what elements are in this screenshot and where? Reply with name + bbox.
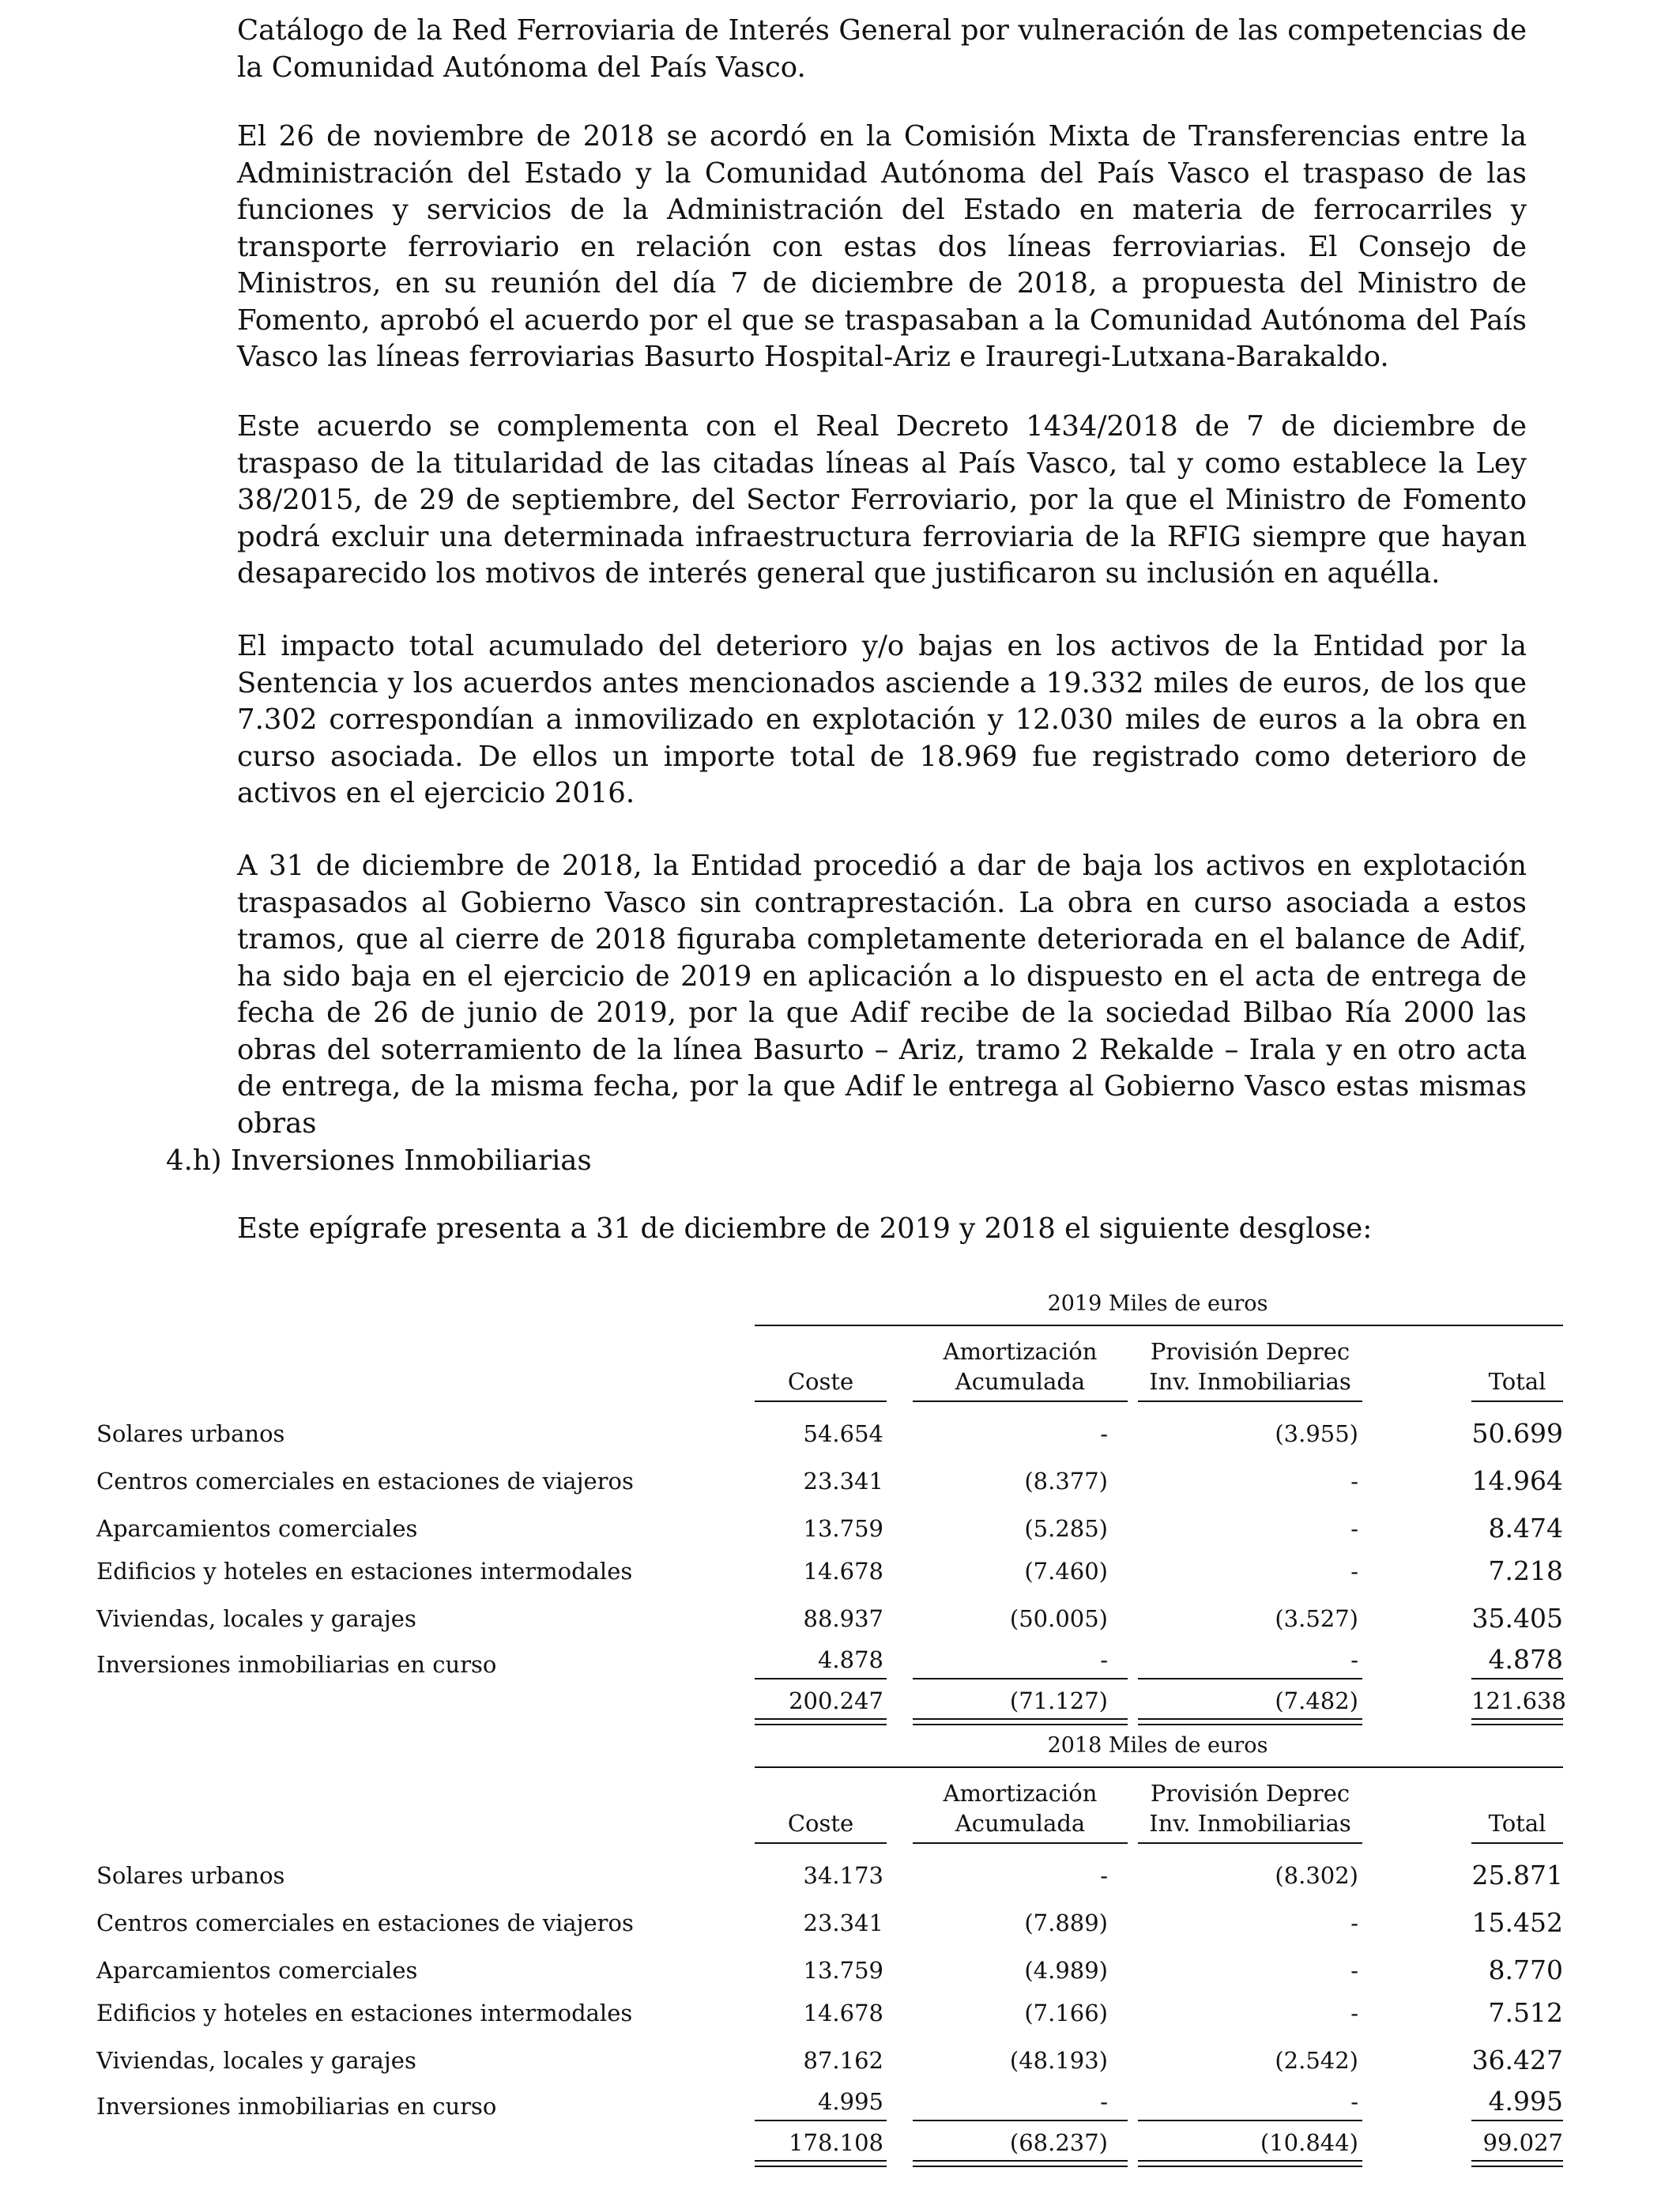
total-double-rule (913, 1718, 1128, 1725)
cell-prov: - (1350, 2000, 1358, 2026)
cell-cost: 13.759 (803, 1957, 883, 1984)
row-label: Aparcamientos comerciales (96, 1957, 418, 1984)
paragraph-4: El impacto total acumulado del deterioro y/o bajas en los activos de la Entidad por la Sentencia y los acuerdos antes mencionados asciende a 19.332 miles de euros, de los que 7.302 correspondían a inmovilizado en explotación y 12.030 miles de euros a la obra en curso asociada. De ellos un importe total de 18.969 fue registrado como deterioro de activos en el ejercicio 2016. (237, 630, 1527, 809)
cell-cost: 14.678 (803, 2000, 883, 2026)
cell-amort: - (1100, 2088, 1108, 2115)
header-cost: Coste (787, 1368, 854, 1395)
table-caption: 2019 Miles de euros (1047, 1291, 1268, 1316)
cell-cost: 54.654 (803, 1420, 883, 1447)
header-rule (755, 1400, 887, 1402)
paragraph-1: Catálogo de la Red Ferroviaria de Interés General por vulneración de las competencias de la Comunidad Autónoma del País Vasco. (237, 14, 1527, 84)
total-total: 121.638 (1471, 1687, 1566, 1714)
cell-total: 8.474 (1488, 1513, 1563, 1544)
row-label: Solares urbanos (96, 1862, 285, 1889)
header-total: Total (1488, 1810, 1546, 1837)
cell-prov: (2.542) (1275, 2047, 1358, 2074)
header-amort-line2: Acumulada (955, 1368, 1086, 1395)
table-row (0, 1860, 1680, 1891)
cell-total: 50.699 (1471, 1418, 1563, 1449)
cell-amort: (50.005) (1009, 1605, 1108, 1632)
cell-amort: (7.166) (1024, 2000, 1108, 2026)
header-prov-line1: Provisión Deprec (1150, 1338, 1350, 1365)
table-total-row (0, 2127, 1680, 2158)
row-label: Solares urbanos (96, 1420, 285, 1447)
cell-total: 15.452 (1471, 1907, 1563, 1938)
cell-amort: (7.460) (1024, 1558, 1108, 1585)
subtotal-rule (1138, 2120, 1362, 2121)
subtotal-rule (755, 2120, 887, 2121)
header-amort-line1: Amortización (943, 1338, 1098, 1365)
total-double-rule (913, 2160, 1128, 2167)
table-caption: 2018 Miles de euros (1047, 1733, 1268, 1758)
row-label: Inversiones inmobiliarias en curso (96, 2093, 497, 2120)
total-double-rule (1138, 1718, 1362, 1725)
row-label: Centros comerciales en estaciones de viajeros (96, 1468, 634, 1495)
total-cost: 178.108 (789, 2129, 883, 2156)
caption-rule (755, 1766, 1563, 1768)
total-prov: (7.482) (1275, 1687, 1358, 1714)
total-double-rule (1471, 2160, 1563, 2167)
subtotal-rule (1138, 1678, 1362, 1679)
header-total: Total (1488, 1368, 1546, 1395)
cell-prov: (3.955) (1275, 1420, 1358, 1447)
cell-cost: 13.759 (803, 1515, 883, 1542)
table-row (0, 1513, 1680, 1544)
table-total-row (0, 1685, 1680, 1717)
cell-prov: - (1350, 2088, 1358, 2115)
total-double-rule (1138, 2160, 1362, 2167)
cell-cost: 23.341 (803, 1468, 883, 1495)
header-rule (1471, 1400, 1563, 1402)
paragraph-2: El 26 de noviembre de 2018 se acordó en la Comisión Mixta de Transferencias entre la Administración del Estado y la Comunidad Autónoma del País Vasco el traspaso de las funciones y servicios de la Administración del Estado en materia de ferrocarriles y transporte ferroviario en relación con estas dos líneas ferroviarias. El Consejo de Ministros, en su reunión del día 7 de diciembre de 2018, a propuesta del Ministro de Fomento, aprobó el acuerdo por el que se traspasaban a la Comunidad Autónoma del País Vasco las líneas ferroviarias Basurto Hospital-Ariz e Irauregi-Lutxana-Barakaldo. (237, 120, 1527, 373)
cell-prov: (3.527) (1275, 1605, 1358, 1632)
cell-amort: - (1100, 1420, 1108, 1447)
cell-total: 14.964 (1471, 1465, 1563, 1496)
table-row (0, 1465, 1680, 1497)
header-prov-line2: Inv. Inmobiliarias (1149, 1810, 1351, 1837)
header-rule (1138, 1400, 1362, 1402)
subtotal-rule (1471, 1678, 1563, 1679)
row-label: Viviendas, locales y garajes (96, 2047, 416, 2074)
cell-cost: 23.341 (803, 1909, 883, 1936)
total-double-rule (755, 1718, 887, 1725)
cell-cost: 88.937 (803, 1605, 883, 1632)
row-label: Edificios y hoteles en estaciones intermodales (96, 2000, 633, 2026)
table-row (0, 1907, 1680, 1939)
table-row (0, 2086, 1680, 2120)
subtotal-rule (913, 1678, 1128, 1679)
header-prov-line1: Provisión Deprec (1150, 1780, 1350, 1807)
table-row (0, 2045, 1680, 2076)
cell-amort: (5.285) (1024, 1515, 1108, 1542)
header-rule (913, 1842, 1128, 1844)
total-double-rule (755, 2160, 887, 2167)
table-row (0, 1644, 1680, 1676)
header-rule (1138, 1842, 1362, 1844)
header-rule (1471, 1842, 1563, 1844)
row-label: Aparcamientos comerciales (96, 1515, 418, 1542)
cell-prov: (8.302) (1275, 1862, 1358, 1889)
header-prov-line2: Inv. Inmobiliarias (1149, 1368, 1351, 1395)
cell-cost: 4.878 (817, 1646, 883, 1673)
cell-total: 4.878 (1488, 1644, 1563, 1675)
cell-amort: (8.377) (1024, 1468, 1108, 1495)
cell-prov: - (1350, 1957, 1358, 1984)
total-amort: (71.127) (1009, 1687, 1108, 1714)
subtotal-rule (1471, 2120, 1563, 2121)
cell-prov: - (1350, 1558, 1358, 1585)
cell-prov: - (1350, 1515, 1358, 1542)
cell-amort: (48.193) (1009, 2047, 1108, 2074)
cell-amort: (7.889) (1024, 1909, 1108, 1936)
row-label: Inversiones inmobiliarias en curso (96, 1651, 497, 1678)
cell-cost: 14.678 (803, 1558, 883, 1585)
cell-total: 7.218 (1488, 1555, 1563, 1586)
table-intro: Este epígrafe presenta a 31 de diciembre de 2019 y 2018 el siguiente desglose: (237, 1212, 1373, 1245)
total-double-rule (1471, 1718, 1563, 1725)
table-row (0, 1955, 1680, 1986)
table-row (0, 1603, 1680, 1634)
row-label: Centros comerciales en estaciones de viajeros (96, 1909, 634, 1936)
cell-prov: - (1350, 1468, 1358, 1495)
table-row (0, 1418, 1680, 1449)
cell-prov: - (1350, 1909, 1358, 1936)
table-row (0, 1997, 1680, 2029)
subtotal-rule (913, 2120, 1128, 2121)
cell-total: 25.871 (1471, 1860, 1563, 1891)
cell-cost: 87.162 (803, 2047, 883, 2074)
cell-cost: 34.173 (803, 1862, 883, 1889)
paragraph-5: A 31 de diciembre de 2018, la Entidad procedió a dar de baja los activos en explotación traspasados al Gobierno Vasco sin contraprestación. La obra en curso asociada a estos tramos, que al cierre de 2018 figuraba completamente deteriorada en el balance de Adif, ha sido baja en el ejercicio de 2019 en aplicación a lo dispuesto en el acta de entrega de fecha de 26 de junio de 2019, por la que Adif recibe de la sociedad Bilbao Ría 2000 las obras del soterramiento de la línea Basurto – Ariz, tramo 2 Rekalde – Irala y en otro acta de entrega, de la misma fecha, por la que Adif le entrega al Gobierno Vasco estas mismas obras (237, 850, 1527, 1140)
cell-cost: 4.995 (817, 2088, 883, 2115)
cell-total: 7.512 (1488, 1997, 1563, 2028)
cell-amort: - (1100, 1862, 1108, 1889)
total-prov: (10.844) (1260, 2129, 1358, 2156)
row-label: Edificios y hoteles en estaciones intermodales (96, 1558, 633, 1585)
cell-total: 8.770 (1488, 1955, 1563, 1985)
paragraph-3: Este acuerdo se complementa con el Real Decreto 1434/2018 de 7 de diciembre de traspaso de la titularidad de las citadas líneas al País Vasco, tal y como establece la Ley 38/2015, de 29 de septiembre, del Sector Ferroviario, por la que el Ministro de Fomento podrá excluir una determinada infraestructura ferroviaria de la RFIG siempre que hayan desaparecido los motivos de interés general que justificaron su inclusión en aquélla. (237, 410, 1527, 590)
caption-rule (755, 1325, 1563, 1326)
cell-amort: - (1100, 1646, 1108, 1673)
cell-prov: - (1350, 1646, 1358, 1673)
cell-amort: (4.989) (1024, 1957, 1108, 1984)
header-rule (913, 1400, 1128, 1402)
total-cost: 200.247 (789, 1687, 883, 1714)
header-amort-line2: Acumulada (955, 1810, 1086, 1837)
section-heading: 4.h) Inversiones Inmobiliarias (166, 1144, 592, 1177)
row-label: Viviendas, locales y garajes (96, 1605, 416, 1632)
table-row (0, 1555, 1680, 1587)
header-rule (755, 1842, 887, 1844)
header-amort-line1: Amortización (943, 1780, 1098, 1807)
cell-total: 36.427 (1471, 2045, 1563, 2075)
cell-total: 35.405 (1471, 1603, 1563, 1634)
subtotal-rule (755, 1678, 887, 1679)
header-cost: Coste (787, 1810, 854, 1837)
total-amort: (68.237) (1009, 2129, 1108, 2156)
total-total: 99.027 (1482, 2129, 1563, 2156)
cell-total: 4.995 (1488, 2086, 1563, 2117)
